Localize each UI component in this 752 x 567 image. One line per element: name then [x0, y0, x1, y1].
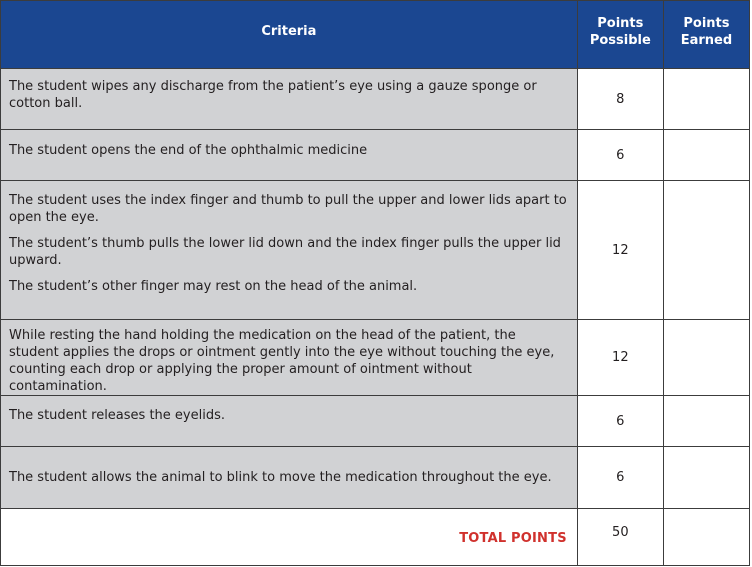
table-row	[1, 130, 750, 181]
criteria-cell	[1, 130, 578, 181]
criteria-text: The student’s other finger may rest on the head of the animal.	[9, 279, 418, 294]
criteria-text: The student uses the index finger and thumb to pull the upper and lower lids apart to open the eye.	[9, 193, 567, 225]
points-earned-cell[interactable]	[663, 320, 749, 396]
criteria-text: While resting the hand holding the medication on the head of the patient, the student applies the drops or ointment gently into the eye without touching the eye, counting each drop or applying the proper amount of ointment without contamination.	[9, 328, 555, 394]
table-row	[1, 181, 750, 320]
points-possible-cell: 6	[577, 396, 663, 447]
table-row	[1, 69, 750, 130]
points-earned-cell[interactable]	[663, 396, 749, 447]
criteria-header-label: Criteria	[261, 24, 317, 39]
points-earned-header-line1: Points	[683, 16, 730, 31]
points-possible-cell: 8	[577, 69, 663, 130]
table-row	[1, 447, 750, 509]
points-earned-header-line2: Earned	[680, 33, 733, 48]
table-row	[1, 320, 750, 396]
criteria-text: The student allows the animal to blink to move the medication throughout the eye.	[9, 470, 552, 485]
criteria-cell	[1, 69, 578, 130]
total-row	[1, 509, 750, 566]
criteria-header	[1, 1, 578, 69]
points-earned-header	[663, 1, 749, 69]
header-row	[1, 1, 750, 69]
points-possible-cell: 12	[577, 320, 663, 396]
points-possible-cell: 6	[577, 130, 663, 181]
criteria-cell	[1, 181, 578, 320]
points-possible-cell: 12	[577, 181, 663, 320]
points-earned-cell[interactable]	[663, 130, 749, 181]
criteria-text: The student wipes any discharge from the patient’s eye using a gauze sponge or cotton ball.	[9, 79, 537, 111]
points-earned-cell[interactable]	[663, 69, 749, 130]
criteria-cell	[1, 320, 578, 396]
criteria-text: The student opens the end of the ophthalmic medicine	[9, 143, 368, 158]
points-possible-header	[577, 1, 663, 69]
criteria-text: The student releases the eyelids.	[9, 408, 225, 423]
points-possible-cell: 6	[577, 447, 663, 509]
total-points-label: TOTAL POINTS	[1, 509, 578, 566]
points-earned-cell[interactable]	[663, 181, 749, 320]
table-row	[1, 396, 750, 447]
total-points-possible: 50	[577, 509, 663, 566]
criteria-text: The student’s thumb pulls the lower lid down and the index finger pulls the upper lid upward.	[9, 236, 561, 268]
points-possible-header-line2: Possible	[589, 33, 651, 48]
criteria-cell	[1, 396, 578, 447]
criteria-cell	[1, 447, 578, 509]
points-earned-cell[interactable]	[663, 447, 749, 509]
points-possible-header-line1: Points	[597, 16, 644, 31]
total-points-earned-cell[interactable]	[663, 509, 749, 566]
